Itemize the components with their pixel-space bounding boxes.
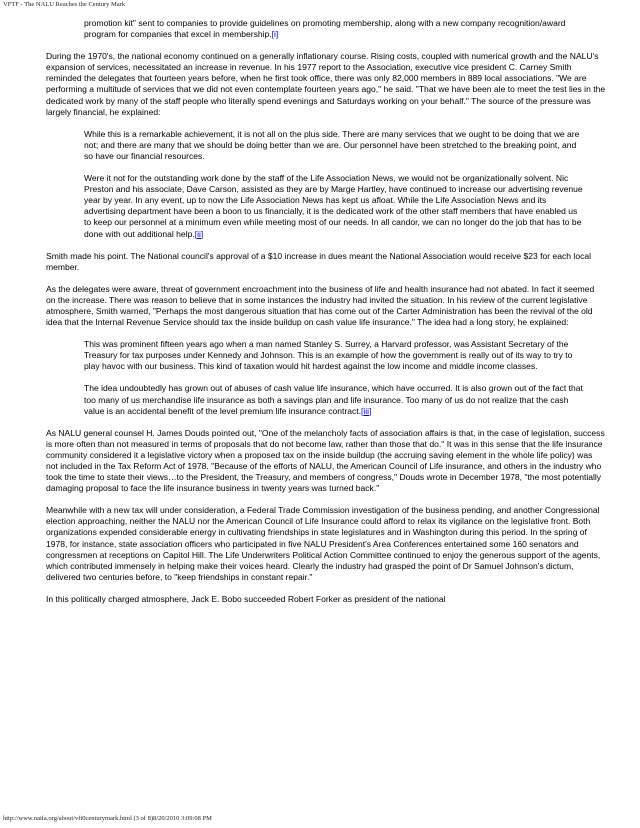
quote-text: While this is a remarkable achievement, it is not all on the plus side. There are many services that we ought to be doing that we are not; and there are many that we should be doing better than we are. Our personnel have been stretched to the breaking point, and so have our financial resources. bbox=[84, 128, 580, 161]
paragraph-text: During the 1970's, the national economy continued on a generally inflationary course. Rising costs, coupled with numerical growth and the NALU's expansion of services, necessitated an increase in revenue. In his 1977 report to the Association, executive vice president C. Carney Smith reminded the delegates that fourteen years before, when he first took office, there was only 82,000 members in 889 local associations. "We are performing a multitude of services that we did not even contemplate fourteen years ago," he said. "That we have been ale to meet the test lies in the dedicated work by many of the staff people who literally spend evenings and Saturdays working on your behalf." The source of the pressure was largely financial, he explained: bbox=[46, 51, 606, 117]
paragraph-douds-legislation bbox=[46, 428, 606, 495]
quote-text: The idea undoubtedly has grown out of abuses of cash value life insurance, which have occurred. It is also grown out of the fact that too many of us merchandise life insurance as both a savings plan and life insurance. Too many of us do not realize that the cash value is an accidental benefit of the level premium life insurance contract. bbox=[84, 383, 583, 416]
footnote-link-iii[interactable]: [iii] bbox=[360, 405, 372, 416]
quote-text: This was prominent fifteen years ago when a man named Stanley S. Surrey, a Harvard professor, was Assistant Secretary of the Treasury for tax purposes under Kennedy and Johnson. This is an example of how the government is really out of its way to try to play havoc with our business. This kind of taxation would hit hardest against the low income and middle income classes. bbox=[84, 339, 573, 372]
paragraph-government-encroachment bbox=[46, 284, 606, 328]
blockquote-cash-value-abuses bbox=[84, 383, 586, 416]
blockquote-stanley-surrey bbox=[84, 339, 586, 372]
paragraph-ftc-investigation bbox=[46, 505, 606, 583]
blockquote-life-association-news bbox=[84, 173, 586, 240]
paragraph-text: Meanwhile with a new tax will under consideration, a Federal Trade Commission investigation of the business pending, and another Congressional election approaching, neither the NALU nor the American Council of Life Insurance could afford to relax its vigilance on the legislative front. Both organizations expended considerable energy in cultivating friendships in state legislatures and in Washington during this period. In the spring of 1978, for instance, state association officers who participated in five NALU President's Area Conferences entertained some 160 senators and congressmen at receptions on Capitol Hill. The Life Underwriters Political Action Committee continued to enjoy the generous support of the agents, which contributed immensely in helping make their voices heard. Clearly the industry had grasped the point of Dr Samuel Johnson's dictum, delivered two centuries before, to "keep friendships in constant repair." bbox=[46, 505, 601, 582]
paragraph-1970s-economy bbox=[46, 51, 606, 118]
footnote-link-ii[interactable]: [ii] bbox=[194, 228, 204, 239]
browser-print-header: VFTF - The NALU Reaches the Century Mark bbox=[3, 1, 126, 8]
paragraph-promotion-kit bbox=[84, 18, 586, 40]
paragraph-bobo-succeeded bbox=[46, 594, 606, 605]
article-body bbox=[46, 18, 606, 616]
paragraph-dues-increase bbox=[46, 251, 606, 273]
paragraph-text: As the delegates were aware, threat of government encroachment into the business of life and health insurance had not abated. In fact it seemed on the increase. There was reason to believe that in some instances the industry had invited the situation. In his review of the current legislative atmosphere, Smith warned, "Perhaps the most dangerous situation that has come out of the Carter Administration has been the revival of the old idea that the Internal Revenue Service should tax the inside buildup on cash value life insurance." The idea had a long story, he explained: bbox=[46, 283, 595, 328]
browser-print-footer: http://www.naifa.org/about/vft0centurymark.html (3 of 8)8/20/2010 3:09:08 PM bbox=[3, 815, 212, 822]
paragraph-text: In this politically charged atmosphere, Jack E. Bobo succeeded Robert Forker as president of the national bbox=[46, 593, 446, 604]
blockquote-remarkable-achievement bbox=[84, 129, 586, 162]
footnote-link-i[interactable]: [i] bbox=[271, 29, 279, 40]
paragraph-text: As NALU general counsel H. James Douds pointed out, "One of the melancholy facts of association affairs is that, in the case of legislation, success is more often than not measured in terms of proposals that do not become law, rather than those that do." It was in this sense that the life insurance community considered it a legislative victory when a proposed tax on the inside buildup (the accruing saving element in the whole life policy) was not included in the Tax Reform Act of 1978. "Because of the efforts of NALU, the American Council of Life insurance, and others in the industry who took the time to state their views…to the President, the Treasury, and members of congress," Douds wrote in December 1978, "the most potentially damaging proposal to face the life insurance business in twenty years was turned back." bbox=[46, 427, 605, 494]
paragraph-text: promotion kit" sent to companies to provide guidelines on promoting membership, along with a new company recognition/award program for companies that excel in membership. bbox=[84, 18, 566, 40]
paragraph-text: Smith made his point. The National council's approval of a $10 increase in dues meant the National Association would receive $23 for each local member. bbox=[46, 250, 591, 272]
quote-text: Were it not for the outstanding work done by the staff of the Life Association News, we would not be organizationally solvent. Nic Preston and his associate, Dave Carson, assisted as they are by Marge Hartley, have continued to increase our advertising revenue year by year. In any event, up to now the Life Association News has kept us afloat. While the Life Association News and its advertising department have been a boon to us financially, it is the dedicated work of the other staff members that have enabled us to keep our personnel at a minimum even while meeting most of our needs. In all candor, we can no longer do the job that has to be done with out additional help. bbox=[84, 173, 583, 239]
